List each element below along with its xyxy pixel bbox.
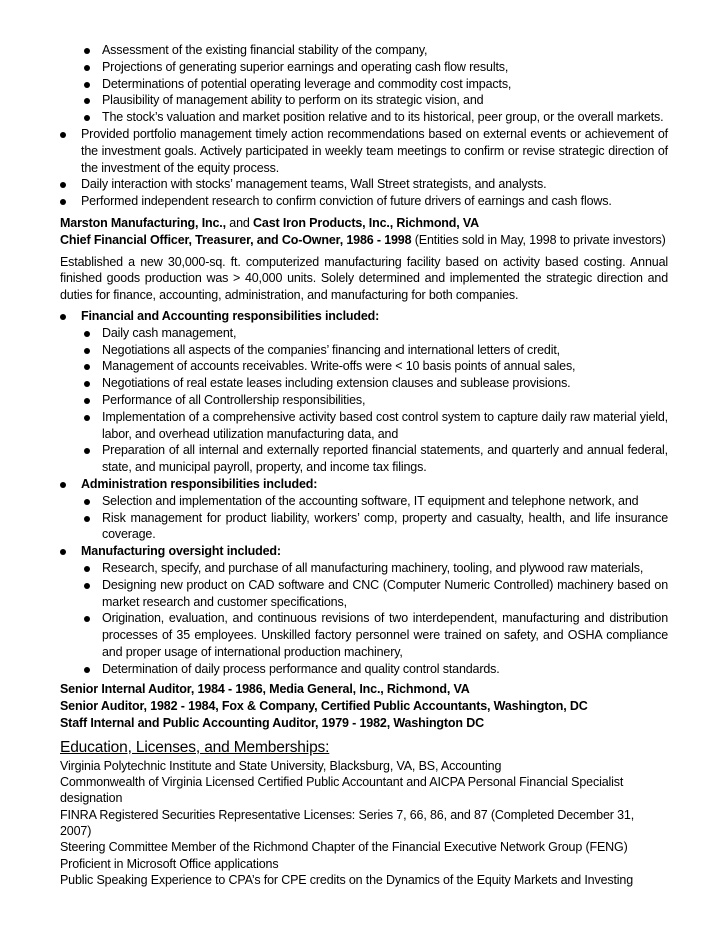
education-line: Public Speaking Experience to CPA’s for CPE credits on the Dynamics of the Equity Markets and Investing [60, 872, 634, 887]
list-item: Preparation of all internal and externally reported financial statements, and quarterly and annual federal, state, and municipal payroll, property, and income tax filings. [60, 442, 668, 476]
list-item: Implementation of a comprehensive activity based cost control system to capture daily raw material yield, labor, and overhead utilization manufacturing data, and [60, 409, 668, 443]
bullet-icon [84, 583, 90, 589]
list-item: Performed independent research to confirm conviction of future drivers of earnings and cash flows. [60, 193, 668, 210]
bullet-icon [84, 667, 90, 673]
group-heading: Administration responsibilities included: [60, 476, 668, 493]
portfolio-subitem-list [60, 42, 668, 126]
portfolio-item-list [60, 126, 668, 210]
list-item: The stock’s valuation and market position relative and to its historical, peer group, or the overall markets. [60, 109, 668, 126]
job-summary: Established a new 30,000-sq. ft. computerized manufacturing facility based on activity based costing. Annual finished goods production was > 40,000 units. Solely determined and implemented the strategic direction and duties for finance, accounting, administration, and manufacturing for both companies. [60, 254, 668, 303]
education-line: Steering Committee Member of the Richmond Chapter of the Financial Executive Network Group (FENG) [60, 840, 628, 855]
bullet-icon [84, 364, 90, 370]
bullet-icon [84, 331, 90, 337]
bullet-icon [60, 482, 66, 488]
bullet-icon [84, 381, 90, 387]
bullet-icon [60, 182, 66, 188]
list-item: Assessment of the existing financial stability of the company, [60, 42, 668, 59]
bullet-icon [84, 398, 90, 404]
list-item: Performance of all Controllership responsibilities, [60, 392, 668, 409]
bullet-icon [84, 516, 90, 522]
job-title-line: Chief Financial Officer, Treasurer, and Co-Owner, 1986 - 1998 (Entities sold in May, 1998 to private investors) [60, 232, 666, 247]
list-item: Projections of generating superior earnings and operating cash flow results, [60, 59, 668, 76]
list-item: Plausibility of management ability to perform on its strategic vision, and [60, 92, 668, 109]
bullet-icon [84, 82, 90, 88]
education-line: Virginia Polytechnic Institute and State University, Blacksburg, VA, BS, Accounting [60, 758, 502, 773]
bullet-icon [84, 448, 90, 454]
resume-page [60, 42, 668, 888]
bullet-icon [60, 314, 66, 320]
bullet-icon [84, 65, 90, 71]
bullet-icon [84, 98, 90, 104]
position-line: Senior Internal Auditor, 1984 - 1986, Media General, Inc., Richmond, VA [60, 682, 470, 697]
bullet-icon [60, 132, 66, 138]
list-item: Management of accounts receivables. Write-offs were < 10 basis points of annual sales, [60, 358, 668, 375]
education-line: FINRA Registered Securities Representative Licenses: Series 7, 66, 86, and 87 (Completed December 31, 2007) [60, 807, 635, 839]
administration-group [60, 476, 668, 543]
position-line: Staff Internal and Public Accounting Auditor, 1979 - 1982, Washington DC [60, 716, 484, 731]
list-item: Daily interaction with stocks’ management teams, Wall Street strategists, and analysts. [60, 176, 668, 193]
financial-group [60, 308, 668, 476]
group-heading: Financial and Accounting responsibilities included: [60, 308, 668, 325]
list-item: Daily cash management, [60, 325, 668, 342]
education-line: Commonwealth of Virginia Licensed Certified Public Accountant and AICPA Personal Financial Specialist designation [60, 775, 624, 806]
bullet-icon [84, 415, 90, 421]
employer-heading: Marston Manufacturing, Inc., and Cast Iron Products, Inc., Richmond, VA [60, 215, 480, 230]
list-item: Determination of daily process performance and quality control standards. [60, 661, 668, 678]
bullet-icon [84, 348, 90, 354]
prior-positions [60, 681, 668, 731]
list-item: Designing new product on CAD software and CNC (Computer Numeric Controlled) machinery based on market research and customer specifications, [60, 577, 668, 611]
list-item: Negotiations all aspects of the companies’ financing and international letters of credit, [60, 342, 668, 359]
bullet-icon [84, 499, 90, 505]
list-item: Origination, evaluation, and continuous revisions of two interdependent, manufacturing and distribution processes of 35 employees. Unskilled factory personnel were trained on safety, and OSHA compliance and proper usage of international production machinery, [60, 610, 668, 660]
position-line: Senior Auditor, 1982 - 1984, Fox & Company, Certified Public Accountants, Washington, DC [60, 699, 588, 714]
list-item: Risk management for product liability, workers’ comp, property and casualty, health, and life insurance coverage. [60, 510, 668, 544]
list-item: Negotiations of real estate leases including extension clauses and sublease provisions. [60, 375, 668, 392]
education-list [60, 758, 668, 888]
education-line: Proficient in Microsoft Office applications [60, 856, 279, 871]
education-heading: Education, Licenses, and Memberships: [60, 738, 330, 756]
list-item: Determinations of potential operating leverage and commodity cost impacts, [60, 76, 668, 93]
bullet-icon [84, 48, 90, 54]
list-item: Research, specify, and purchase of all manufacturing machinery, tooling, and plywood raw materials, [60, 560, 668, 577]
list-item: Selection and implementation of the accounting software, IT equipment and telephone network, and [60, 493, 668, 510]
bullet-icon [60, 199, 66, 205]
manufacturing-group [60, 543, 668, 677]
bullet-icon [84, 115, 90, 121]
bullet-icon [84, 616, 90, 622]
list-item: Provided portfolio management timely action recommendations based on external events or achievement of the investment goals. Actively participated in weekly team meetings to confirm or revise strategic direction of the investment of the equity process. [60, 126, 668, 176]
bullet-icon [84, 566, 90, 572]
group-heading: Manufacturing oversight included: [60, 543, 668, 560]
bullet-icon [60, 549, 66, 555]
